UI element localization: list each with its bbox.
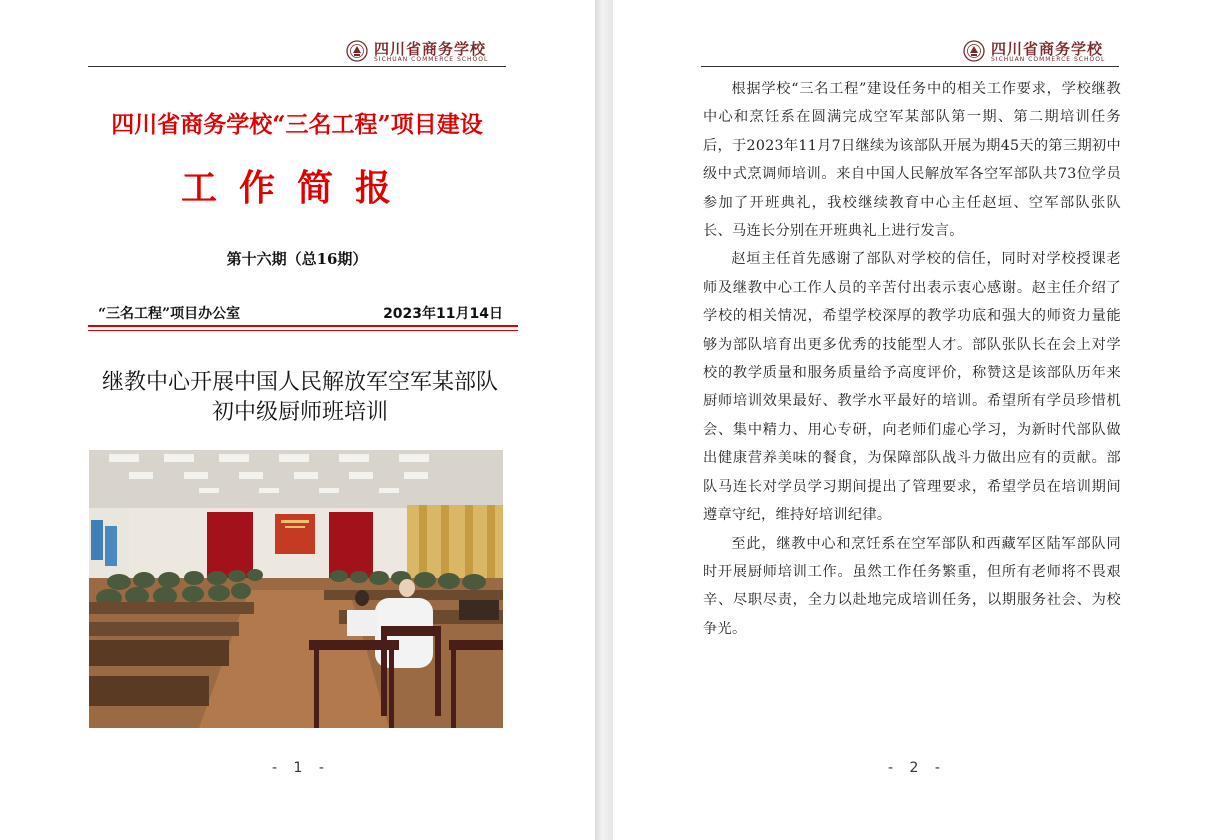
article-headline (80, 368, 520, 428)
school-name-en: SICHUAN COMMERCE SCHOOL (991, 56, 1106, 63)
school-name-en: SICHUAN COMMERCE SCHOOL (374, 56, 489, 63)
issue-date: 2023年11月14日 (383, 306, 503, 322)
bulletin-subtitle: 工作简报 (180, 167, 413, 209)
page-number: - 2 - (888, 760, 946, 776)
page-gap (595, 0, 613, 840)
school-name: 四川省商务学校 (991, 40, 1104, 58)
body-paragraph-2: 赵垣主任首先感谢了部队对学校的信任，同时对学校授课老师及继教中心工作人员的辛苦付出表示衷心感谢。赵主任介绍了学校的相关情况，希望学校深厚的教学功底和强大的师资力量能够为部队培育出更多优秀的技能型人才。部队张队长在会上对学校的教学质量和服务质量给予高度评价，称赞这是该部队历年来厨师培训效果最好、教学水平最好的培训。希望所有学员珍惜机会、集中精力、用心专研，向老师们虚心学习，为新时代部队做出健康营养美味的餐食，为保障部队战斗力做出应有的贡献。部队马连长对学员学习期间提出了管理要求，希望学员在培训期间遵章守纪，维持好培训纪律。 (703, 251, 1121, 524)
body-paragraph-1: 根据学校“三名工程”建设任务中的相关工作要求，学校继教中心和烹饪系在圆满完成空军某部队第一期、第二期培训任务后，于2023年11月7日继续为该部队开展为期45天的第三期初中级中式烹调师培训。来自中国人民解放军各空军部队共73位学员参加了开班典礼，我校继续教育中心主任赵垣、空军部队张队长、马连长分别在开班典礼上进行发言。 (703, 81, 1121, 240)
issue-number: 第十六期（总16期） (226, 250, 368, 268)
red-double-rule-thin (88, 330, 518, 331)
training-ceremony-photo (89, 450, 503, 728)
school-seal-icon (963, 40, 985, 62)
school-name: 四川省商务学校 (374, 40, 487, 58)
school-seal-icon (346, 40, 368, 62)
bulletin-title: 四川省商务学校“三名工程”项目建设 (111, 111, 483, 138)
document-page-2 (613, 0, 1210, 840)
headline-line-1: 继教中心开展中国人民解放军空军某部队 (101, 370, 498, 395)
body-paragraph-3: 至此，继教中心和烹饪系在空军部队和西藏军区陆军部队同时开展厨师培训工作。虽然工作任务繁重，但所有老师将不畏艰辛、尽职尽责，全力以赴地完成培训任务，以期服务社会、为校争光。 (703, 535, 1121, 637)
headline-line-2: 初中级厨师班培训 (211, 400, 388, 425)
document-page-1 (0, 0, 595, 840)
header-rule (88, 66, 506, 67)
article-body (703, 75, 1121, 643)
issuing-office: “三名工程”项目办公室 (98, 306, 241, 322)
school-header (346, 38, 506, 68)
header-rule (701, 66, 1119, 67)
school-header (963, 38, 1123, 68)
red-double-rule (88, 325, 518, 327)
classroom-photo-illustration (89, 450, 503, 728)
page-number: - 1 - (272, 760, 330, 776)
